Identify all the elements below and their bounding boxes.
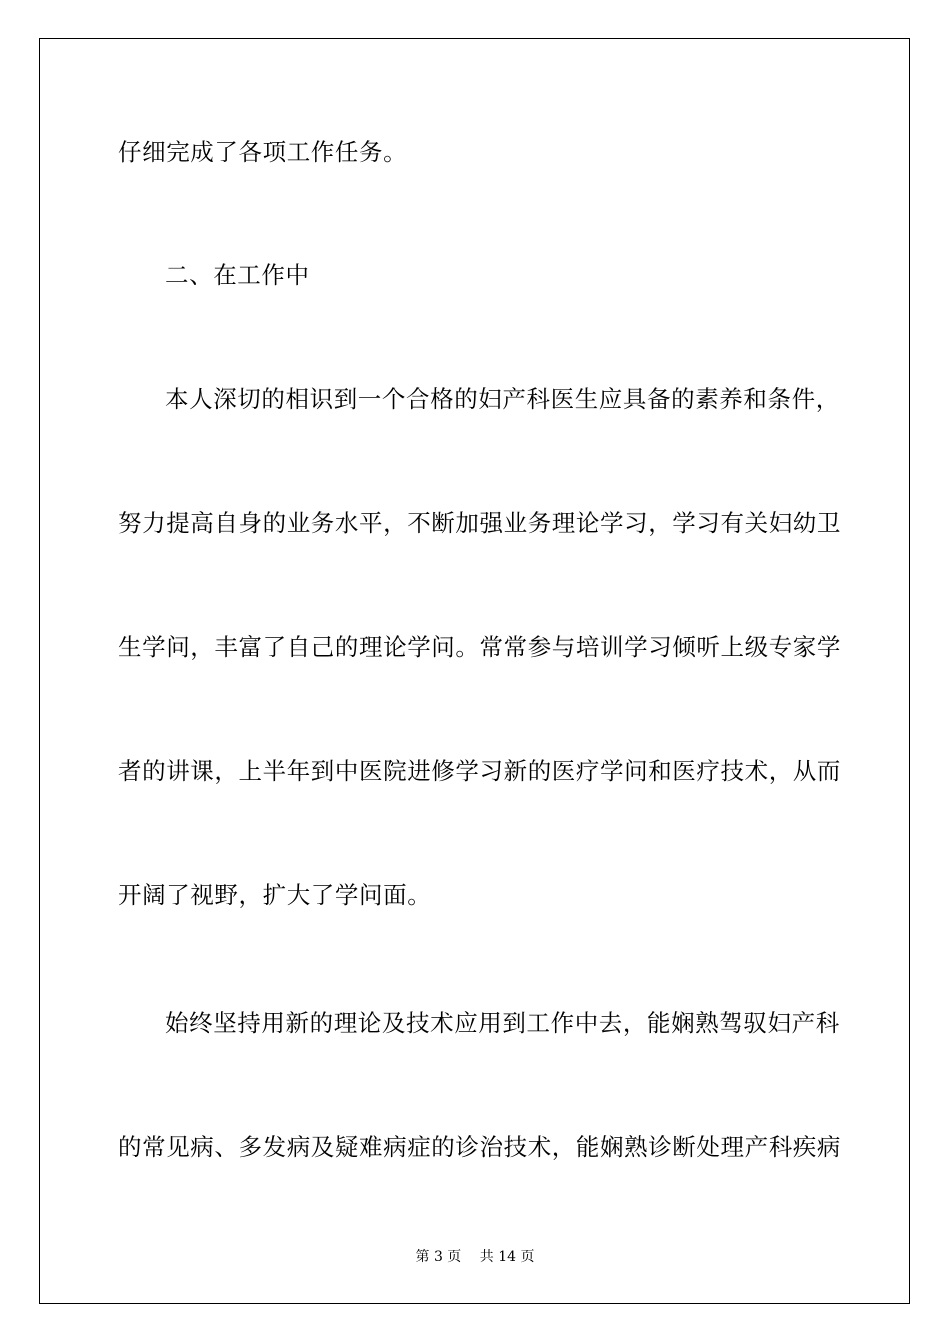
text-line-7: 开阔了视野，扩大了学问面。 — [118, 881, 432, 909]
page-number-footer: 第 3 页 共 14 页 — [415, 1249, 535, 1265]
text-line-6: 者的讲课，上半年到中医院进修学习新的医疗学问和医疗技术，从而 — [118, 757, 841, 785]
text-line-8: 始终坚持用新的理论及技术应用到工作中去，能娴熟驾驭妇产科 — [165, 1009, 840, 1037]
page-border — [39, 38, 910, 1304]
text-line-1: 仔细完成了各项工作任务。 — [118, 138, 408, 166]
text-line-5: 生学问，丰富了自己的理论学问。常常参与培训学习倾听上级专家学 — [118, 633, 841, 661]
section-heading: 二、在工作中 — [165, 261, 310, 289]
text-line-3: 本人深切的相识到一个合格的妇产科医生应具备的素养和条件， — [165, 385, 840, 413]
text-line-4: 努力提高自身的业务水平，不断加强业务理论学习，学习有关妇幼卫 — [118, 509, 841, 537]
text-line-9: 的常见病、多发病及疑难病症的诊治技术，能娴熟诊断处理产科疾病 — [118, 1133, 841, 1161]
